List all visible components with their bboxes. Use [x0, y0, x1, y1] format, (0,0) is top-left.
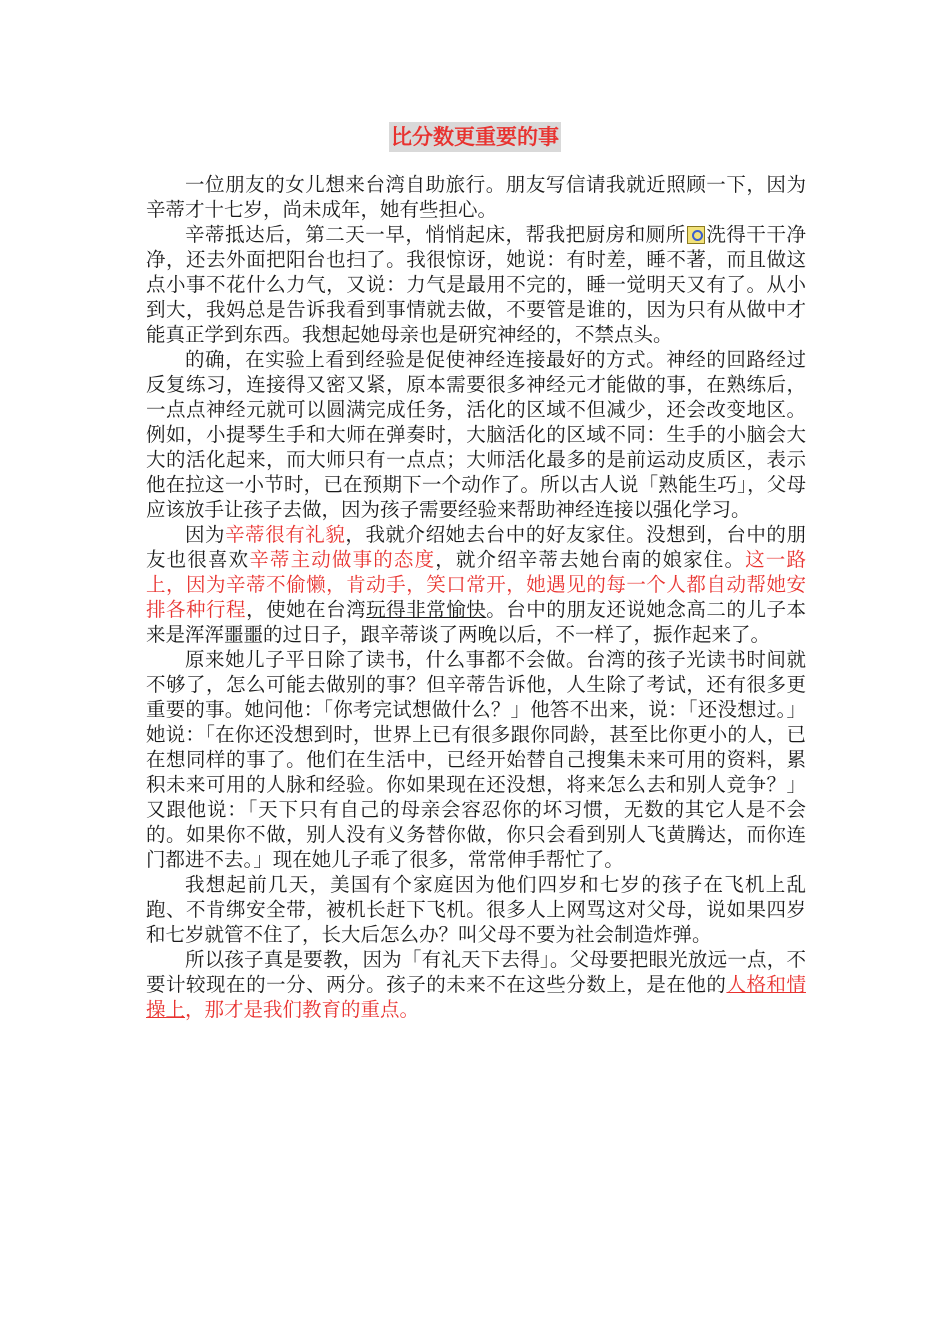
paragraph-4 — [146, 522, 806, 647]
paragraph-6: 我想起前几天，美国有个家庭因为他们四岁和七岁的孩子在飞机上乱跑、不肯绑安全带，被机长赶下飞机。很多人上网骂这对父母，说如果四岁和七岁就管不住了，长大后怎么办？叫父母不要为社会制造炸弹。 — [146, 873, 806, 946]
paragraph-4-part-c: ，我就介绍她去台中的好友家住。没想到，台中的朋友也很喜欢 — [146, 523, 806, 571]
paragraph-2-part-a: 辛蒂抵达后，第二天一早，悄悄起床，帮我把厨房和厕所 — [185, 223, 686, 246]
paragraph-4-part-a: 因为 — [185, 523, 226, 546]
paragraph-2-part-b: 洗得干干净净，还去外面把阳台也扫了。我很惊讶，她说：有时差，睡不著，而且做这点小事不花什么力气，又说：力气是最用不完的，睡一觉明天又有了。从小到大，我妈总是告诉我看到事情就去做，不要管是谁的，因为只有从做中才能真正学到东西。我想起她母亲也是研究神经的，不禁点头。 — [146, 223, 806, 346]
paragraph-4-part-g: ，使她在台湾 — [246, 598, 367, 621]
underline-happy: 玩得非常愉快 — [366, 598, 487, 621]
article-body — [146, 172, 806, 1022]
title-wrap — [0, 122, 950, 152]
paragraph-7 — [146, 947, 806, 1022]
highlight-focus: ，那才是我们教育的重点。 — [185, 998, 420, 1021]
highlight-attitude: 辛蒂主动做事的态度 — [249, 548, 436, 571]
paragraph-7-part-a: 所以孩子真是要教，因为「有礼天下去得」。父母要把眼光放远一点，不要计较现在的一分、两分。孩子的未来不在这些分数上，是在他的 — [146, 948, 806, 996]
paragraph-5: 原来她儿子平日除了读书，什么事都不会做。台湾的孩子光读书时间就不够了，怎么可能去做别的事？但辛蒂告诉他，人生除了考试，还有很多更重要的事。她问他：「你考完试想做什么？」他答不出来，说：「还没想过。」她说：「在你还没想到时，世界上已有很多跟你同龄，甚至比你更小的人，已在想同样的事了。他们在生活中，已经开始替自己搜集未来可用的资料，累积未来可用的人脉和经验。你如果现在还没想，将来怎么去和别人竞争？」又跟他说：「天下只有自己的母亲会容忍你的坏习惯，无数的其它人是不会的。如果你不做，别人没有义务替你做，你只会看到别人飞黄腾达，而你连门都进不去。」现在她儿子乖了很多，常常伸手帮忙了。 — [146, 648, 806, 871]
highlight-journey: 这一路上，因为辛蒂不偷懒，肯动手，笑口常开，她遇见的每一个人都自动帮她安排各种行程 — [146, 548, 806, 621]
paragraph-3: 的确，在实验上看到经验是促使神经连接最好的方式。神经的回路经过反复练习，连接得又密又紧，原本需要很多神经元才能做的事，在熟练后，一点点神经元就可以圆满完成任务，活化的区域不但减少，还会改变地区。例如，小提琴生手和大师在弹奏时，大脑活化的区域不同：生手的小脑会大大的活化起来，而大师只有一点点；大师活化最多的是前运动皮质区，表示他在拉这一小节时，已在预期下一个动作了。所以古人说「熟能生巧」，父母应该放手让孩子去做，因为孩子需要经验来帮助神经连接以强化学习。 — [146, 348, 806, 521]
paragraph-2 — [146, 222, 806, 347]
highlight-polite: 辛蒂很有礼貌 — [225, 523, 346, 546]
page-title: 比分数更重要的事 — [389, 122, 561, 152]
paragraph-4-part-e: ，就介绍辛蒂去她台南的娘家住。 — [435, 548, 746, 571]
paragraph-4-part-i: 。台中的朋友还说她念高二的儿子本来是浑浑噩噩的过日子，跟辛蒂谈了两晚以后，不一样了，振作起来了。 — [146, 598, 806, 646]
paragraph-1: 一位朋友的女儿想来台湾自助旅行。朋友写信请我就近照顾一下，因为辛蒂才十七岁，尚未成年，她有些担心。 — [146, 173, 806, 221]
highlight-character: 人格和情操上 — [146, 973, 806, 1021]
edit-object-icon — [687, 226, 705, 244]
